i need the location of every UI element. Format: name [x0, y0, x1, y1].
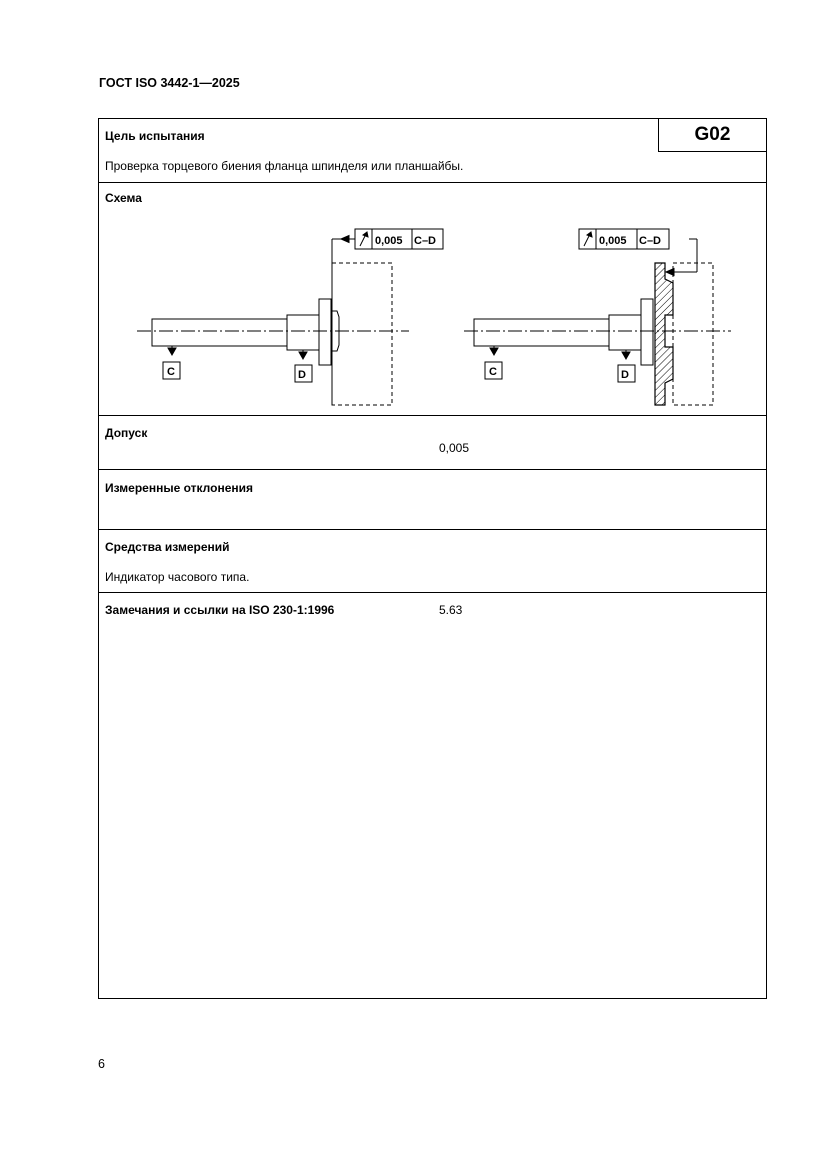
instruments-label: Средства измерений	[105, 540, 230, 554]
row-divider	[99, 592, 766, 593]
test-code: G02	[658, 118, 767, 152]
spindle-flange	[319, 299, 331, 365]
indicator-envelope	[673, 263, 713, 405]
datum-d-triangle	[299, 352, 307, 359]
row-divider	[99, 529, 766, 530]
scheme-label: Схема	[105, 191, 142, 205]
leader-arrow	[666, 269, 674, 276]
instruments-text: Индикатор часового типа.	[105, 570, 250, 584]
datum-d-triangle	[622, 352, 630, 359]
tolerance-label: Допуск	[105, 426, 148, 440]
frame-value-right: 0,005	[599, 235, 627, 247]
frame-datum-left: C–D	[414, 235, 437, 247]
faceplate	[655, 263, 673, 405]
row-divider	[99, 469, 766, 470]
datum-c-letter: C	[167, 366, 175, 378]
purpose-label: Цель испытания	[105, 129, 205, 143]
datum-c-triangle	[490, 348, 498, 355]
runout-arrowhead	[363, 232, 368, 237]
runout-arrowhead	[587, 232, 592, 237]
indicator-envelope	[332, 263, 392, 405]
page-number: 6	[98, 1057, 105, 1071]
datum-c-letter: C	[489, 366, 497, 378]
datum-d-letter: D	[298, 369, 306, 381]
spindle-collar	[609, 315, 641, 350]
left-drawing	[137, 229, 443, 405]
notes-label: Замечания и ссылки на ISO 230-1:1996	[105, 603, 335, 617]
datum-d-letter: D	[621, 369, 629, 381]
spindle-shaft	[474, 319, 609, 346]
document-header: ГОСТ ISO 3442-1—2025	[99, 76, 240, 90]
datum-c-triangle	[168, 348, 176, 355]
tolerance-value: 0,005	[439, 441, 470, 455]
notes-value: 5.63	[439, 603, 463, 617]
frame-value-left: 0,005	[375, 235, 403, 247]
frame-datum-right: C–D	[639, 235, 662, 247]
right-drawing	[464, 229, 731, 405]
spindle-shaft	[152, 319, 287, 346]
purpose-text: Проверка торцевого биения фланца шпинделя или планшайбы.	[105, 159, 464, 173]
spindle-flange	[641, 299, 653, 365]
deviations-label: Измеренные отклонения	[105, 481, 254, 495]
test-sheet	[98, 118, 767, 999]
scheme-diagram	[99, 119, 768, 419]
spindle-collar	[287, 315, 319, 350]
leader-arrow	[341, 236, 349, 243]
